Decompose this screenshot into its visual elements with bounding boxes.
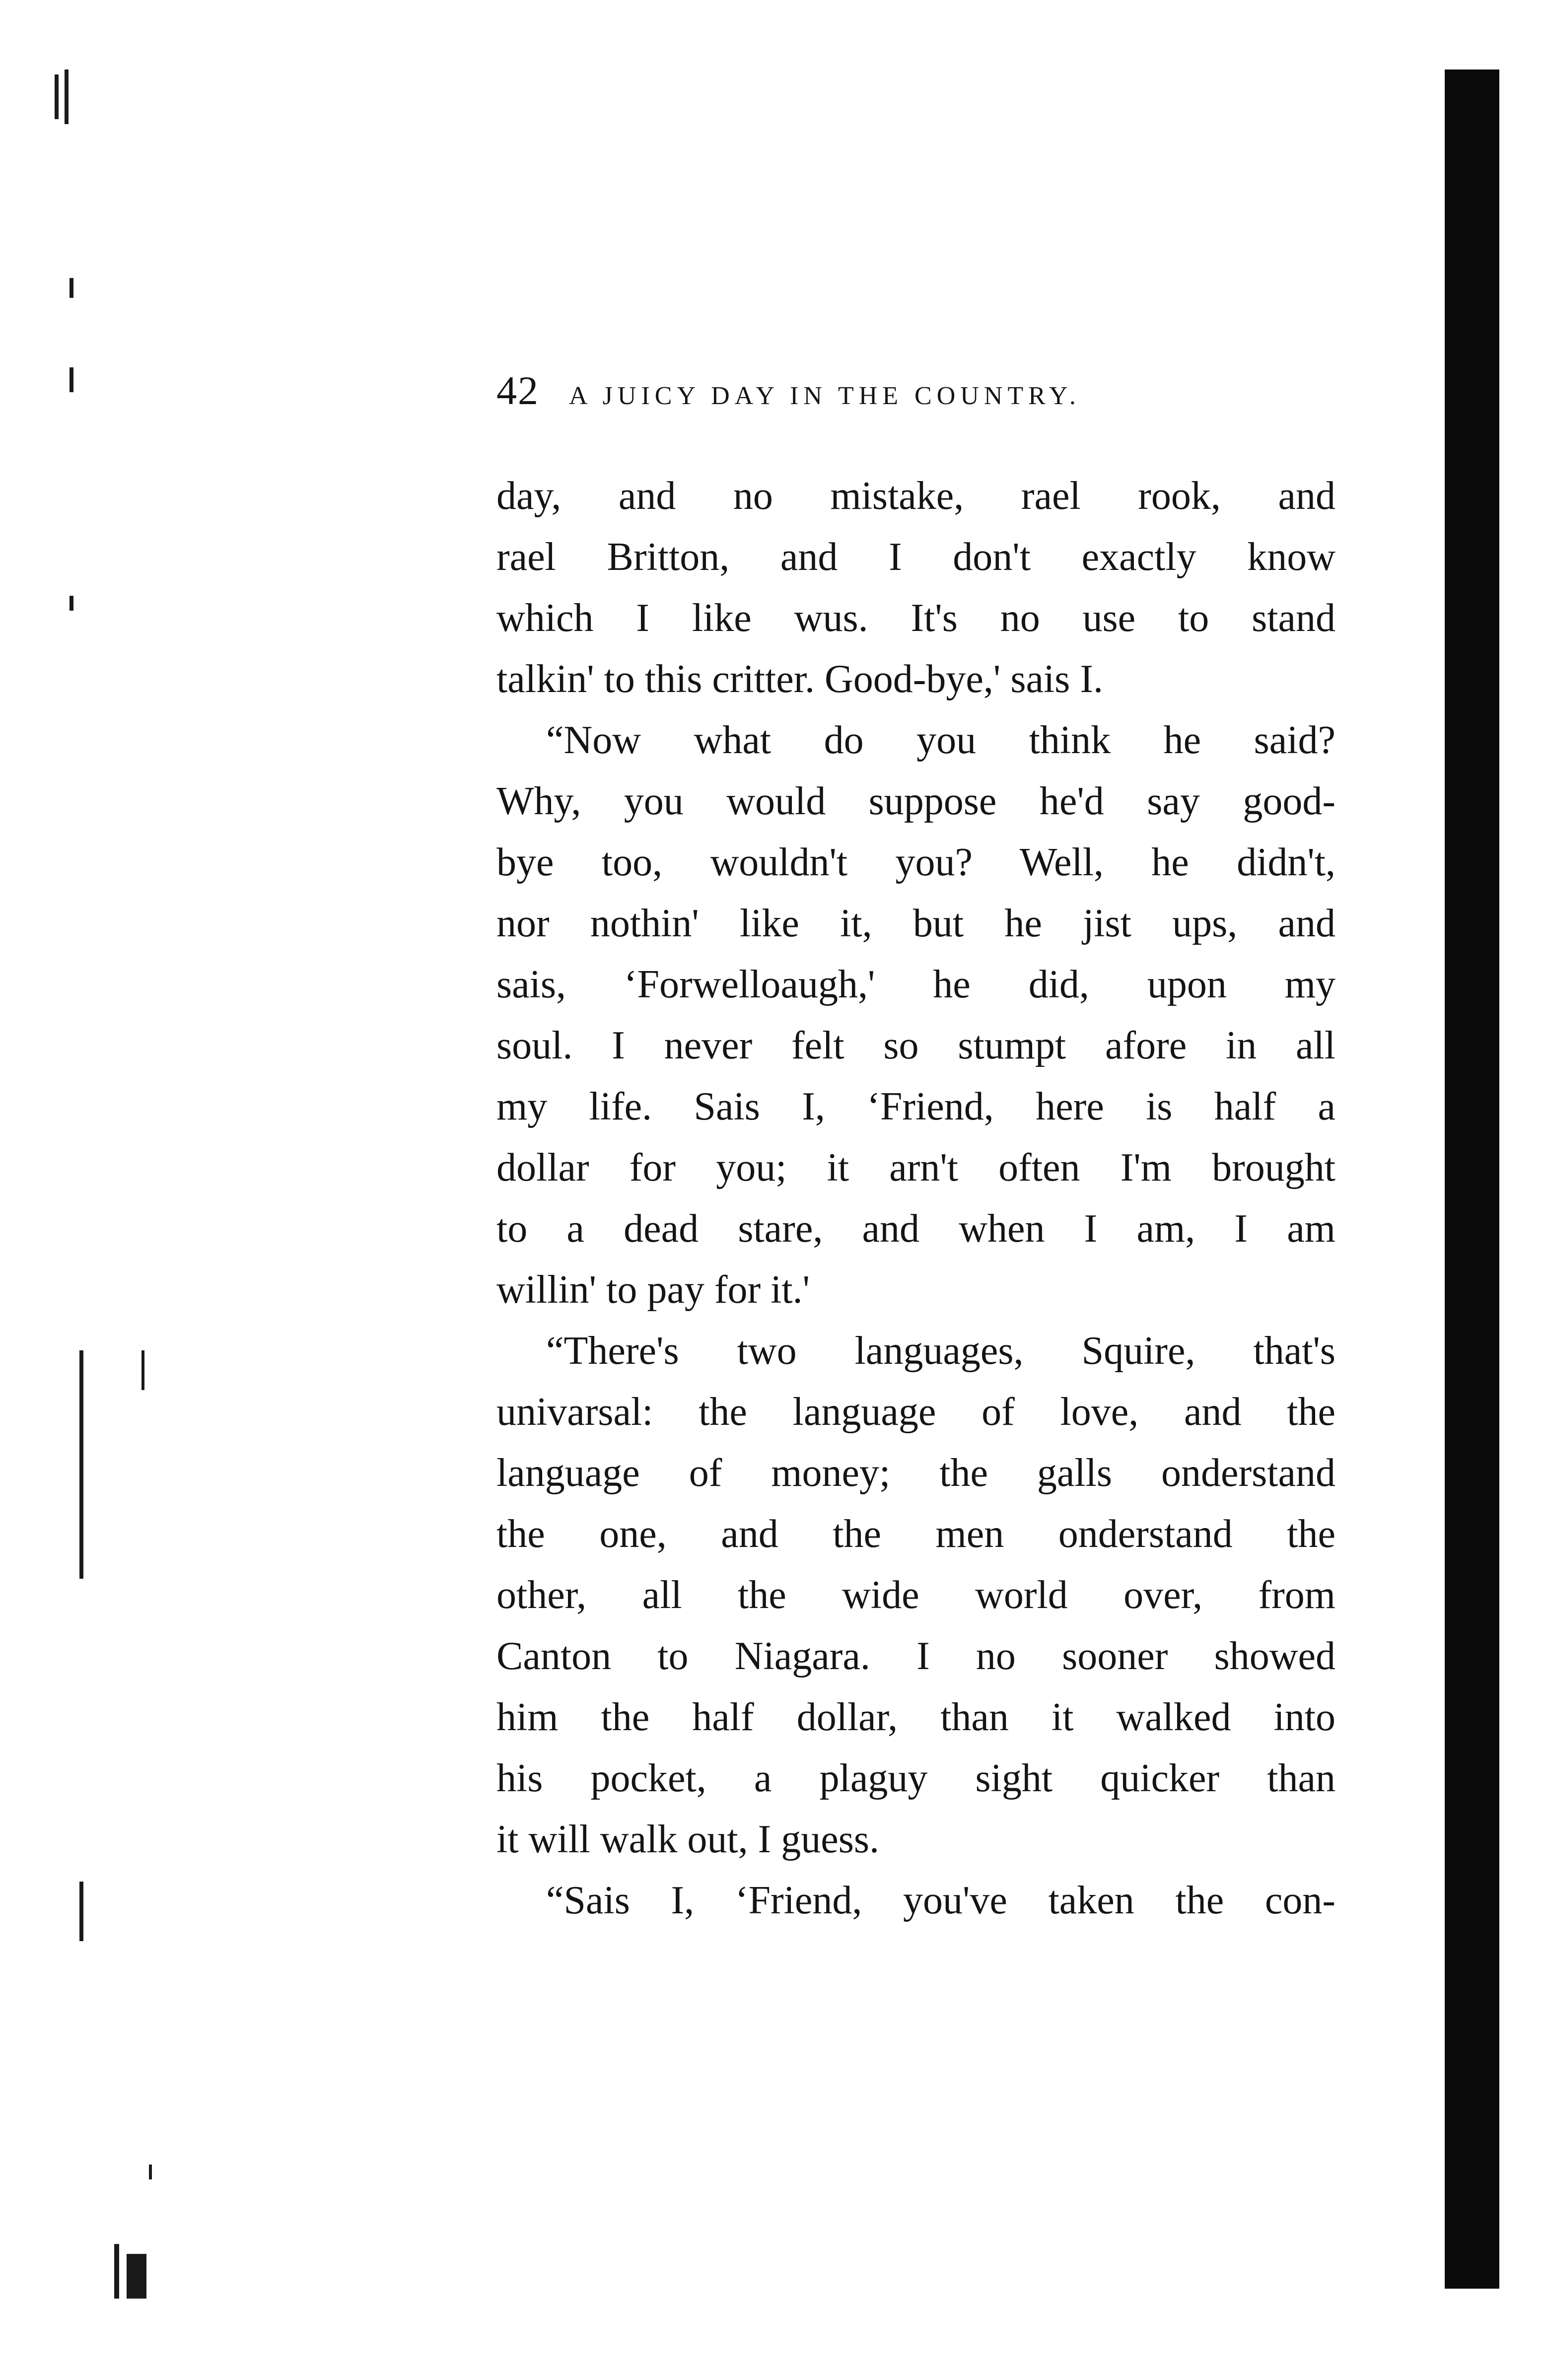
- text-line: talkin' to this critter. Good-bye,' sais I.: [496, 657, 1103, 701]
- text-line: univarsal: the language of love, and the: [496, 1390, 1335, 1434]
- text-line: it will walk out, I guess.: [496, 1818, 880, 1861]
- text-line: language of money; the galls onderstand: [496, 1451, 1335, 1495]
- text-line: to a dead stare, and when I am, I am: [496, 1207, 1335, 1251]
- text-line: him the half dollar, than it walked into: [496, 1695, 1335, 1739]
- text-line: “Sais I, ‘Friend, you've taken the con-: [546, 1879, 1335, 1922]
- text-line: bye too, wouldn't you? Well, he didn't,: [496, 840, 1335, 884]
- text-line: which I like wus. It's no use to stand: [496, 596, 1335, 640]
- text-line: day, and no mistake, rael rook, and: [496, 474, 1335, 518]
- running-title: A JUICY DAY IN THE COUNTRY.: [569, 382, 1081, 410]
- text-line: willin' to pay for it.': [496, 1268, 810, 1312]
- text-line: the one, and the men onderstand the: [496, 1512, 1335, 1556]
- body-text: [496, 466, 1335, 1931]
- text-line: sais, ‘Forwelloaugh,' he did, upon my: [496, 963, 1335, 1006]
- running-head: [496, 367, 1350, 422]
- text-line: “There's two languages, Squire, that's: [546, 1329, 1335, 1373]
- text-line: his pocket, a plaguy sight quicker than: [496, 1756, 1335, 1800]
- text-line: “Now what do you think he said?: [546, 718, 1335, 762]
- binding-shadow: [1445, 70, 1499, 2289]
- text-line: soul. I never felt so stumpt afore in all: [496, 1024, 1335, 1067]
- text-line: nor nothin' like it, but he jist ups, and: [496, 902, 1335, 945]
- text-line: dollar for you; it arn't often I'm brought: [496, 1146, 1335, 1190]
- text-line: Why, you would suppose he'd say good-: [496, 779, 1335, 823]
- text-line: Canton to Niagara. I no sooner showed: [496, 1634, 1335, 1678]
- text-line: rael Britton, and I don't exactly know: [496, 535, 1335, 579]
- page-number: 42: [496, 368, 539, 413]
- text-line: other, all the wide world over, from: [496, 1573, 1335, 1617]
- text-line: my life. Sais I, ‘Friend, here is half a: [496, 1085, 1335, 1128]
